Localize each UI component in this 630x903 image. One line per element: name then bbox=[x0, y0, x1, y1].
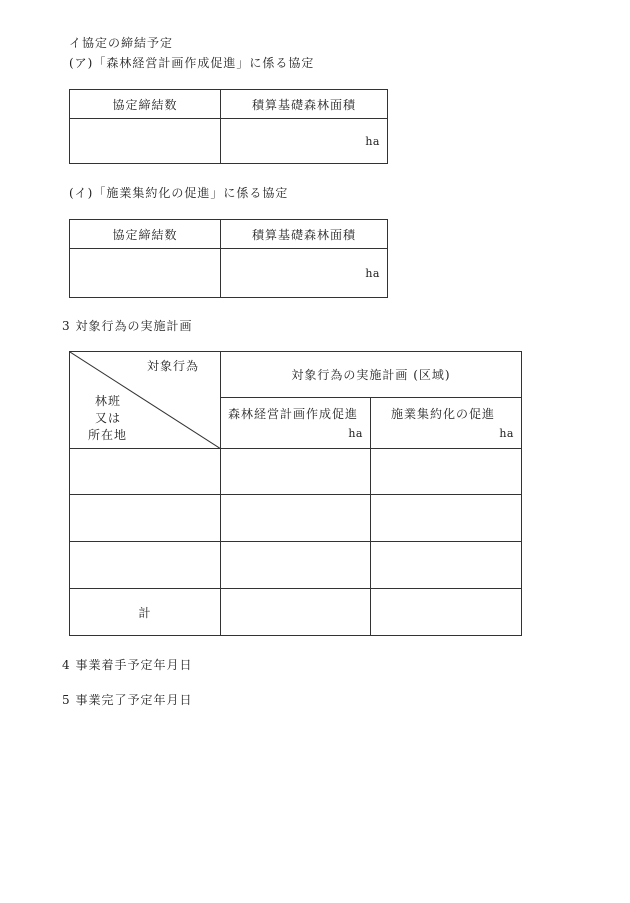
plan-area-group-header: 対象行為の実施計画 (区域) bbox=[221, 352, 522, 398]
consolidation-cell[interactable] bbox=[371, 449, 522, 495]
location-cell[interactable] bbox=[70, 495, 221, 542]
agreement-count-cell[interactable] bbox=[70, 119, 221, 164]
operation-consolidation-header bbox=[371, 398, 522, 449]
implementation-plan-table bbox=[69, 351, 522, 636]
forest-plan-cell[interactable] bbox=[221, 449, 371, 495]
section-i-heading: イ協定の締結予定 bbox=[69, 36, 174, 50]
forest-plan-promotion-header bbox=[221, 398, 371, 449]
section-4-heading: 4 事業着手予定年月日 bbox=[62, 658, 193, 672]
agreement-count-header: 協定締結数 bbox=[70, 220, 221, 249]
operation-consolidation-label: 施業集約化の促進 bbox=[391, 407, 496, 421]
forest-area-header: 積算基礎森林面積 bbox=[221, 220, 388, 249]
agreement-count-header: 協定締結数 bbox=[70, 90, 221, 119]
total-consolidation-cell[interactable] bbox=[371, 589, 522, 636]
agreement-b-table bbox=[69, 219, 388, 298]
forest-plan-promotion-label: 森林経営計画作成促進 bbox=[228, 407, 359, 421]
or-label: 又は bbox=[95, 411, 122, 425]
diagonal-header-cell bbox=[70, 352, 221, 449]
total-label: 計 bbox=[70, 589, 221, 636]
compartment-label: 林班 bbox=[95, 394, 122, 408]
area-unit: ha bbox=[365, 135, 380, 148]
agreement-count-cell[interactable] bbox=[70, 249, 221, 298]
forest-area-cell[interactable] bbox=[221, 249, 388, 298]
area-unit: ha bbox=[365, 267, 380, 280]
forest-plan-cell[interactable] bbox=[221, 542, 371, 589]
forest-area-header: 積算基礎森林面積 bbox=[221, 90, 388, 119]
total-forest-plan-cell[interactable] bbox=[221, 589, 371, 636]
forest-plan-unit: ha bbox=[348, 427, 363, 440]
table-row bbox=[70, 449, 522, 495]
consolidation-cell[interactable] bbox=[371, 542, 522, 589]
location-cell[interactable] bbox=[70, 449, 221, 495]
target-action-label: 対象行為 bbox=[147, 359, 200, 373]
agreement-b-label: (イ)「施業集約化の促進」に係る協定 bbox=[69, 186, 289, 200]
table-row bbox=[70, 495, 522, 542]
section-3-heading: 3 対象行為の実施計画 bbox=[62, 319, 193, 333]
location-label: 所在地 bbox=[88, 428, 128, 442]
table-row bbox=[70, 542, 522, 589]
total-row bbox=[70, 589, 522, 636]
consolidation-unit: ha bbox=[499, 427, 514, 440]
forest-area-cell[interactable] bbox=[221, 119, 388, 164]
section-5-heading: 5 事業完了予定年月日 bbox=[62, 693, 193, 707]
consolidation-cell[interactable] bbox=[371, 495, 522, 542]
forest-plan-cell[interactable] bbox=[221, 495, 371, 542]
location-cell[interactable] bbox=[70, 542, 221, 589]
agreement-a-table bbox=[69, 89, 388, 164]
agreement-a-label: (ア)「森林経営計画作成促進」に係る協定 bbox=[69, 56, 315, 70]
